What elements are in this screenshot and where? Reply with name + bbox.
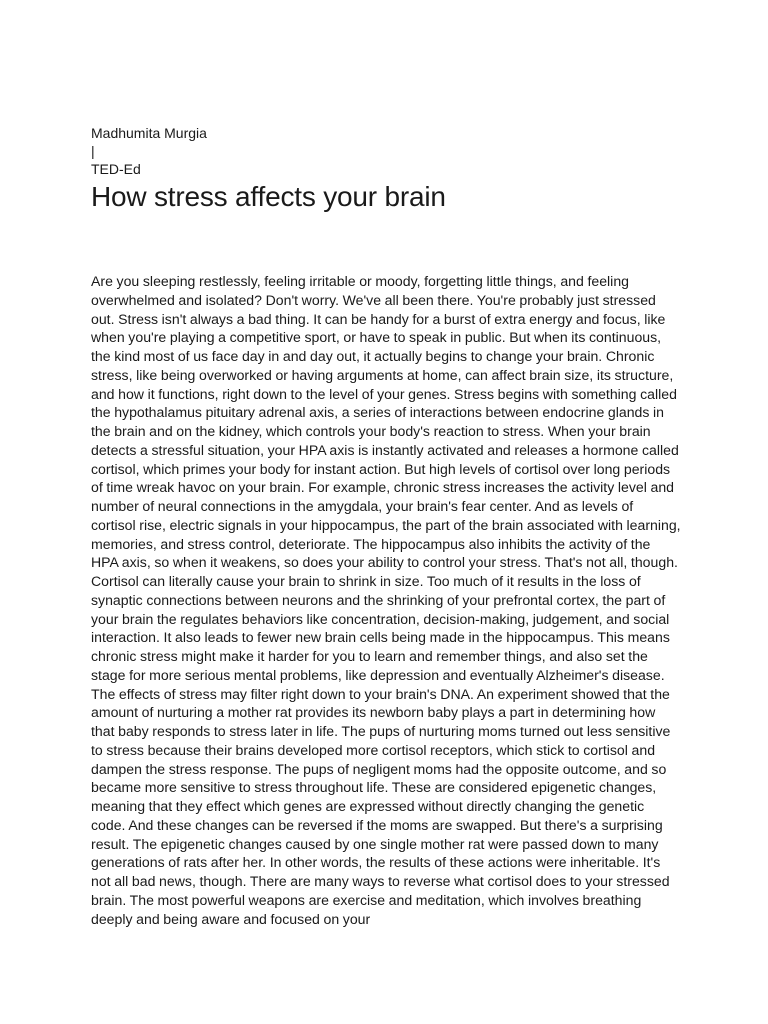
author-name: Madhumita Murgia: [91, 125, 207, 141]
article-title: How stress affects your brain: [91, 181, 446, 212]
byline-separator: |: [91, 143, 95, 159]
source-name: TED-Ed: [91, 161, 141, 177]
article-body: Are you sleeping restlessly, feeling irritable or moody, forgetting little things, and feeling overwhelmed and isolated? Don't worry. We've all been there. You're probably just stressed out. Stress isn't always a bad thing. It can be handy for a burst of extra energy and focus, like when you're playing a competitive sport, or have to speak in public. But when its continuous, the kind most of us face day in and day out, it actually begins to change your brain. Chronic stress, like being overworked or having arguments at home, can affect brain size, its structure, and how it functions, right down to the level of your genes. Stress begins with something called the hypothalamus pituitary adrenal axis, a series of interactions between endocrine glands in the brain and on the kidney, which controls your body's reaction to stress. When your brain detects a stressful situation, your HPA axis is instantly activated and releases a hormone called cortisol, which primes your body for instant action. But high levels of cortisol over long periods of time wreak havoc on your brain. For example, chronic stress increases the activity level and number of neural connections in the amygdala, your brain's fear center. And as levels of cortisol rise, electric signals in your hippocampus, the part of the brain associated with learning, memories, and stress control, deteriorate. The hippocampus also inhibits the activity of the HPA axis, so when it weakens, so does your ability to control your stress. That's not all, though. Cortisol can literally cause your brain to shrink in size. Too much of it results in the loss of synaptic connections between neurons and the shrinking of your prefrontal cortex, the part of your brain the regulates behaviors like concentration, decision-making, judgement, and social interaction. It also leads to fewer new brain cells being made in the hippocampus. This means chronic stress might make it harder for you to learn and remember things, and also set the stage for more serious mental problems, like depression and eventually Alzheimer's disease. The effects of stress may filter right down to your brain's DNA. An experiment showed that the amount of nurturing a mother rat provides its newborn baby plays a part in determining how that baby responds to stress later in life. The pups of nurturing moms turned out less sensitive to stress because their brains developed more cortisol receptors, which stick to cortisol and dampen the stress response. The pups of negligent moms had the opposite outcome, and so became more sensitive to stress throughout life. These are considered epigenetic changes, meaning that they effect which genes are expressed without directly changing the genetic code. And these changes can be reversed if the moms are swapped. But there's a surprising result. The epigenetic changes caused by one single mother rat were passed down to many generations of rats after her. In other words, the results of these actions were inheritable. It's not all bad news, though. There are many ways to reverse what cortisol does to your stressed brain. The most powerful weapons are exercise and meditation, which involves breathing deeply and being aware and focused on your: [91, 273, 681, 927]
document-content: [91, 124, 681, 928]
